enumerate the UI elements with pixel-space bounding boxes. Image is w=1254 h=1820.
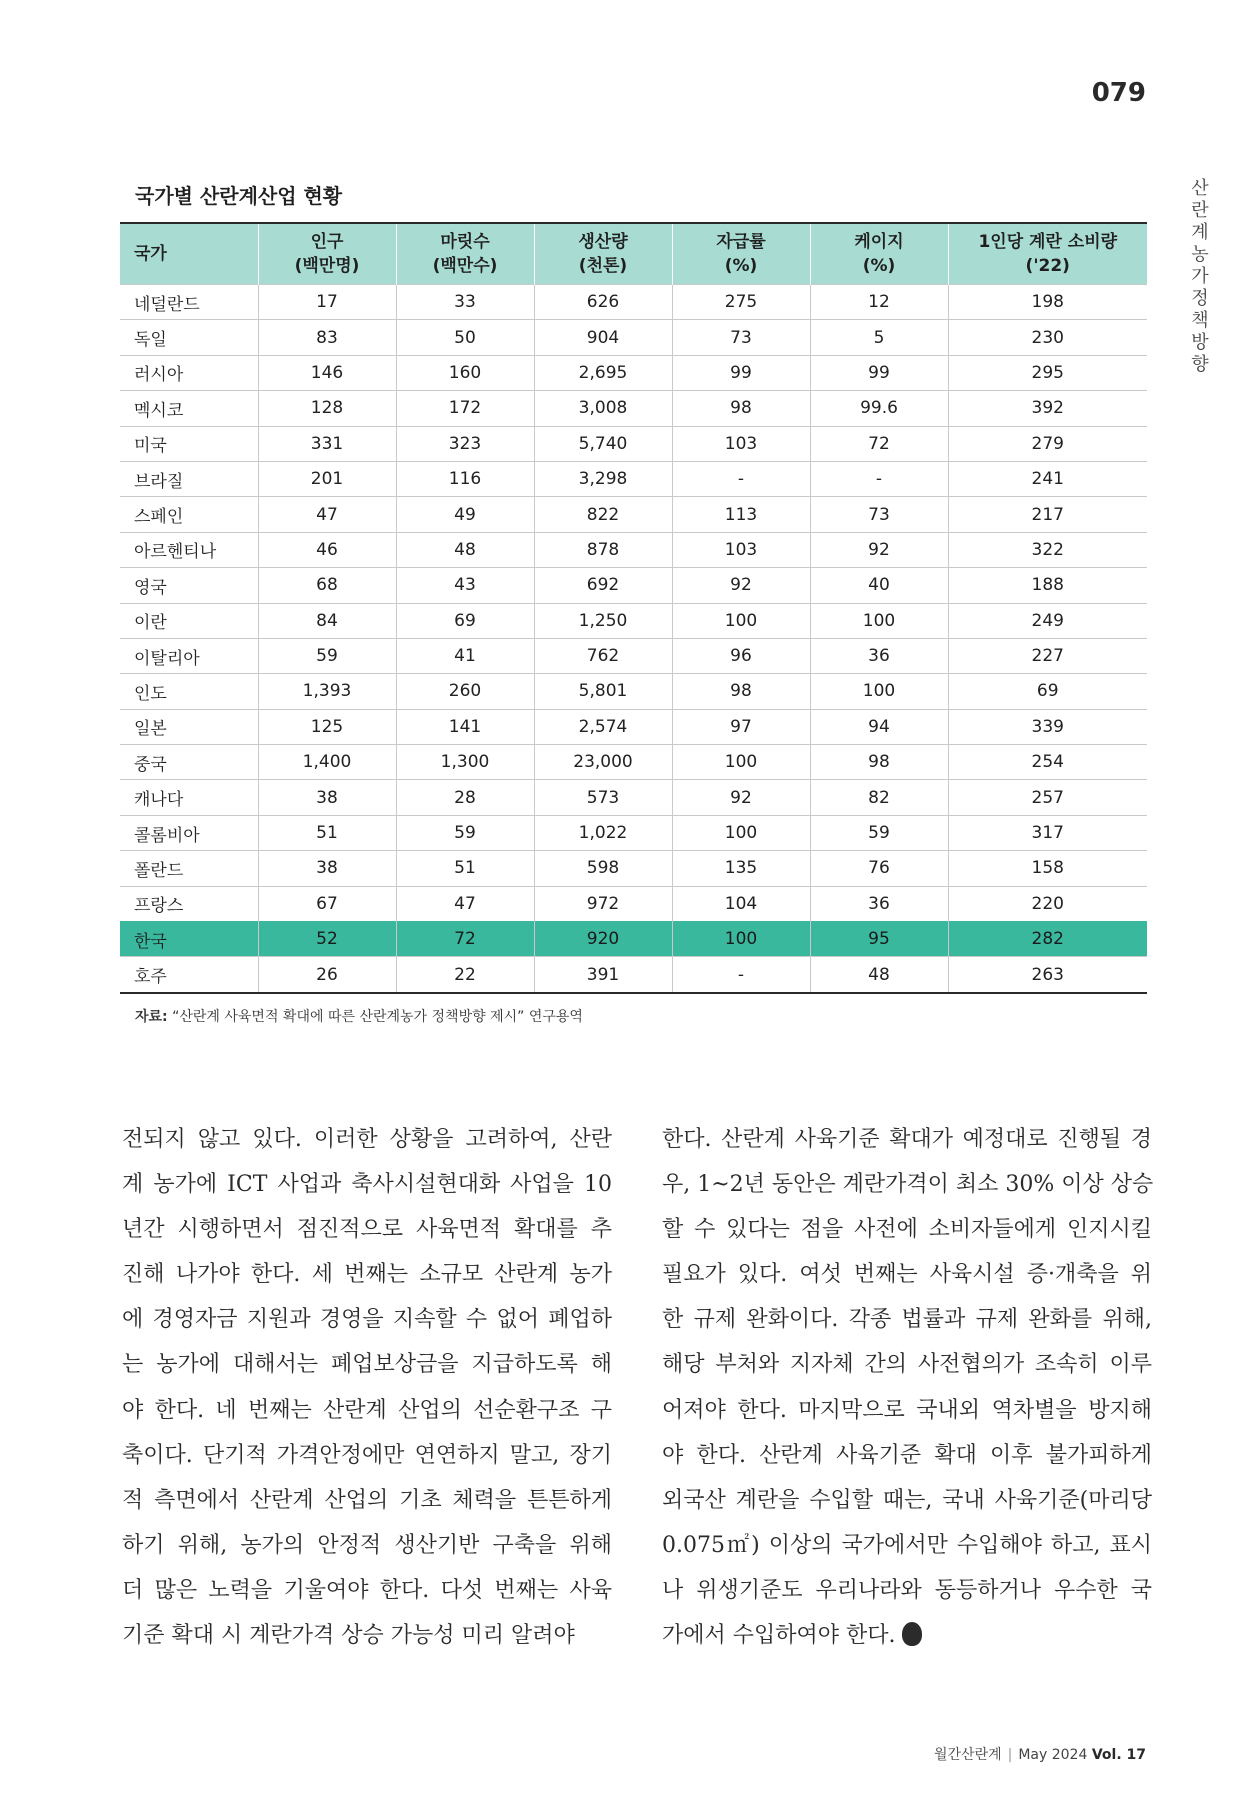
value-cell: 260 [396,674,534,709]
value-cell: 198 [948,285,1147,320]
source-text: “산란계 사육면적 확대에 따른 산란계농가 정책방향 제시” 연구용역 [167,1009,583,1025]
table-row [120,780,1147,815]
value-cell: 84 [258,603,396,638]
value-cell: 103 [672,532,810,567]
footer [934,1744,1146,1764]
column-header: 생산량 (천톤) [534,223,672,285]
value-cell: 41 [396,638,534,673]
value-cell: 5 [810,320,948,355]
value-cell: 72 [396,922,534,957]
country-cell: 프랑스 [120,886,258,921]
value-cell: 878 [534,532,672,567]
value-cell: 972 [534,886,672,921]
value-cell: 392 [948,391,1147,426]
table-row [120,815,1147,850]
table-row [120,603,1147,638]
value-cell: 188 [948,568,1147,603]
value-cell: 275 [672,285,810,320]
value-cell: 69 [948,674,1147,709]
value-cell: 217 [948,497,1147,532]
text-line: 진해 나가야 한다. 세 번째는 소규모 산란계 농가 [122,1262,612,1288]
value-cell: 95 [810,922,948,957]
value-cell: 46 [258,532,396,567]
article-end-icon [902,1622,922,1646]
value-cell: 17 [258,285,396,320]
value-cell: 100 [810,603,948,638]
value-cell: 69 [396,603,534,638]
table-title: 국가별 산란계산업 현황 [135,184,343,208]
value-cell: 146 [258,355,396,390]
footer-separator: | [1007,1747,1013,1763]
column-header: 마릿수 (백만수) [396,223,534,285]
value-cell: 1,022 [534,815,672,850]
country-cell: 이탈리아 [120,638,258,673]
value-cell: 38 [258,851,396,886]
value-cell: 40 [810,568,948,603]
table-body [120,285,1147,993]
value-cell: 3,008 [534,391,672,426]
footer-magazine: 월간산란계 [934,1747,1002,1763]
footer-issue: May 2024 [1018,1747,1088,1763]
country-cell: 폴란드 [120,851,258,886]
value-cell: 762 [534,638,672,673]
country-egg-industry-table [120,222,1147,994]
text-line: 야 한다. 산란계 사육기준 확대 이후 불가피하게 [662,1442,1152,1468]
value-cell: 141 [396,709,534,744]
value-cell: 3,298 [534,461,672,496]
table-row [120,426,1147,461]
value-cell: 51 [258,815,396,850]
text-line: 에 경영자금 지원과 경영을 지속할 수 없어 폐업하 [122,1307,612,1333]
table-row [120,285,1147,320]
country-cell: 콜롬비아 [120,815,258,850]
country-cell: 러시아 [120,355,258,390]
value-cell: 12 [810,285,948,320]
table-row [120,638,1147,673]
value-cell: 72 [810,426,948,461]
table-header-row [120,223,1147,285]
column-header: 인구 (백만명) [258,223,396,285]
value-cell: 113 [672,497,810,532]
value-cell: 257 [948,780,1147,815]
text-line: 적 측면에서 산란계 산업의 기초 체력을 튼튼하게 [122,1487,612,1513]
country-cell: 독일 [120,320,258,355]
text-line: 계 농가에 ICT 사업과 축사시설현대화 사업을 10 [122,1172,612,1198]
country-cell: 이란 [120,603,258,638]
table-row [120,568,1147,603]
value-cell: 160 [396,355,534,390]
text-line: 나 위생기준도 우리나라와 동등하거나 우수한 국 [662,1577,1152,1603]
text-line: 한 규제 완화이다. 각종 법률과 규제 완화를 위해, [662,1307,1152,1333]
value-cell: 598 [534,851,672,886]
text-line: 어져야 한다. 마지막으로 국내외 역차별을 방지해 [662,1397,1152,1423]
country-cell: 네덜란드 [120,285,258,320]
value-cell: 59 [810,815,948,850]
country-cell: 한국 [120,922,258,957]
country-cell: 호주 [120,957,258,993]
value-cell: 99 [672,355,810,390]
text-line: 야 한다. 네 번째는 산란계 산업의 선순환구조 구 [122,1397,612,1423]
value-cell: 128 [258,391,396,426]
value-cell: 2,695 [534,355,672,390]
value-cell: 92 [810,532,948,567]
value-cell: 317 [948,815,1147,850]
value-cell: 68 [258,568,396,603]
value-cell: 279 [948,426,1147,461]
value-cell: 104 [672,886,810,921]
table-row [120,532,1147,567]
value-cell: 230 [948,320,1147,355]
page-number: 079 [1091,78,1146,108]
table-row [120,355,1147,390]
value-cell: 48 [810,957,948,993]
table-row [120,745,1147,780]
value-cell: 201 [258,461,396,496]
value-cell: 83 [258,320,396,355]
value-cell: - [672,461,810,496]
value-cell: 2,574 [534,709,672,744]
country-cell: 중국 [120,745,258,780]
value-cell: 158 [948,851,1147,886]
value-cell: 100 [672,745,810,780]
value-cell: 1,400 [258,745,396,780]
column-header: 1인당 계란 소비량 ('22) [948,223,1147,285]
source-label: 자료: [135,1009,168,1025]
value-cell: 97 [672,709,810,744]
body-text-right-column [662,1117,1152,1658]
value-cell: 59 [258,638,396,673]
value-cell: 73 [810,497,948,532]
value-cell: 76 [810,851,948,886]
value-cell: 50 [396,320,534,355]
table-row [120,922,1147,957]
text-line: 우, 1~2년 동안은 계란가격이 최소 30% 이상 상승 [662,1172,1154,1198]
value-cell: 49 [396,497,534,532]
text-line: 할 수 있다는 점을 사전에 소비자들에게 인지시킬 [662,1217,1152,1243]
country-cell: 아르헨티나 [120,532,258,567]
table-row [120,497,1147,532]
value-cell: 51 [396,851,534,886]
country-cell: 인도 [120,674,258,709]
country-cell: 멕시코 [120,391,258,426]
country-cell: 영국 [120,568,258,603]
column-header: 자급률 (%) [672,223,810,285]
value-cell: 67 [258,886,396,921]
value-cell: 323 [396,426,534,461]
text-line: 축이다. 단기적 가격안정에만 연연하지 말고, 장기 [122,1442,612,1468]
text-line: 가에서 수입하여야 한다. [662,1613,1152,1658]
value-cell: 47 [258,497,396,532]
value-cell: 52 [258,922,396,957]
text-line: 한다. 산란계 사육기준 확대가 예정대로 진행될 경 [662,1127,1152,1152]
value-cell: 692 [534,568,672,603]
value-cell: 282 [948,922,1147,957]
value-cell: 573 [534,780,672,815]
value-cell: 1,250 [534,603,672,638]
country-cell: 캐나다 [120,780,258,815]
value-cell: 227 [948,638,1147,673]
value-cell: 36 [810,638,948,673]
text-line: 해당 부처와 지자체 간의 사전협의가 조속히 이루 [662,1352,1152,1378]
value-cell: 48 [396,532,534,567]
value-cell: 295 [948,355,1147,390]
value-cell: 38 [258,780,396,815]
table-row [120,957,1147,993]
value-cell: 920 [534,922,672,957]
value-cell: 125 [258,709,396,744]
value-cell: - [810,461,948,496]
value-cell: 28 [396,780,534,815]
value-cell: 22 [396,957,534,993]
value-cell: 331 [258,426,396,461]
value-cell: 5,801 [534,674,672,709]
value-cell: 23,000 [534,745,672,780]
value-cell: 254 [948,745,1147,780]
value-cell: 626 [534,285,672,320]
text-line: 기준 확대 시 계란가격 상승 가능성 미리 알려야 [122,1623,575,1649]
table-row [120,674,1147,709]
table-row [120,320,1147,355]
column-header: 케이지 (%) [810,223,948,285]
value-cell: 263 [948,957,1147,993]
value-cell: 1,393 [258,674,396,709]
table-row [120,391,1147,426]
value-cell: 26 [258,957,396,993]
country-cell: 스페인 [120,497,258,532]
footer-volume: Vol. 17 [1091,1747,1146,1763]
value-cell: 100 [810,674,948,709]
value-cell: 92 [672,780,810,815]
value-cell: 43 [396,568,534,603]
side-section-label: 산란계 농가 정책방향 [1191,178,1209,375]
country-cell: 일본 [120,709,258,744]
text-line: 전되지 않고 있다. 이러한 상황을 고려하여, 산란 [122,1127,612,1152]
value-cell: 1,300 [396,745,534,780]
value-cell: 73 [672,320,810,355]
value-cell: 96 [672,638,810,673]
value-cell: 135 [672,851,810,886]
value-cell: 47 [396,886,534,921]
value-cell: 33 [396,285,534,320]
value-cell: 98 [810,745,948,780]
body-text-left-column [122,1117,612,1658]
text-line: 필요가 있다. 여섯 번째는 사육시설 증·개축을 위 [662,1262,1152,1288]
column-header: 국가 [120,223,258,285]
country-cell: 미국 [120,426,258,461]
value-cell: 116 [396,461,534,496]
text-line: 더 많은 노력을 기울여야 한다. 다섯 번째는 사육 [122,1577,612,1603]
value-cell: 241 [948,461,1147,496]
value-cell: 98 [672,674,810,709]
value-cell: 5,740 [534,426,672,461]
value-cell: 220 [948,886,1147,921]
value-cell: 99.6 [810,391,948,426]
country-cell: 브라질 [120,461,258,496]
text-line: 하기 위해, 농가의 안정적 생산기반 구축을 위해 [122,1532,612,1558]
value-cell: 904 [534,320,672,355]
table-row [120,851,1147,886]
text-line: 는 농가에 대해서는 폐업보상금을 지급하도록 해 [122,1352,612,1378]
value-cell: 59 [396,815,534,850]
value-cell: 92 [672,568,810,603]
value-cell: 98 [672,391,810,426]
text-line: 외국산 계란을 수입할 때는, 국내 사육기준(마리당 [662,1487,1152,1513]
value-cell: 103 [672,426,810,461]
value-cell: - [672,957,810,993]
table-row [120,461,1147,496]
value-cell: 36 [810,886,948,921]
value-cell: 249 [948,603,1147,638]
value-cell: 172 [396,391,534,426]
table-row [120,709,1147,744]
value-cell: 391 [534,957,672,993]
value-cell: 100 [672,922,810,957]
value-cell: 94 [810,709,948,744]
text-line: 0.075㎡) 이상의 국가에서만 수입해야 하고, 표시 [662,1532,1152,1558]
value-cell: 339 [948,709,1147,744]
table-row [120,886,1147,921]
value-cell: 100 [672,603,810,638]
value-cell: 99 [810,355,948,390]
text-line: 년간 시행하면서 점진적으로 사육면적 확대를 추 [122,1217,612,1243]
source-note [135,1006,583,1026]
value-cell: 100 [672,815,810,850]
value-cell: 322 [948,532,1147,567]
value-cell: 822 [534,497,672,532]
value-cell: 82 [810,780,948,815]
